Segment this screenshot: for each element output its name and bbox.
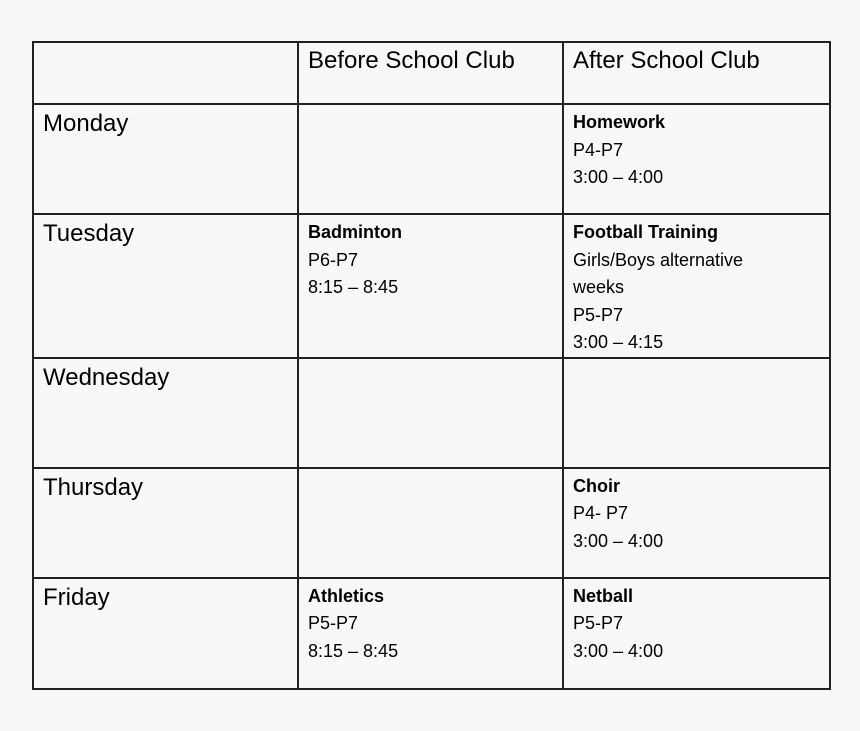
- after-school-cell-monday: [563, 104, 830, 214]
- activity-detail: P5-P7: [573, 304, 624, 325]
- table-row: [33, 578, 830, 689]
- timetable-sheet: [32, 41, 829, 682]
- day-cell: [33, 358, 298, 468]
- after-school-cell-friday: [563, 578, 830, 689]
- table-row: [33, 104, 830, 214]
- after-school-heading: After School Club: [573, 47, 760, 74]
- day-label-thursday: Thursday: [43, 473, 144, 501]
- corner-label: [34, 43, 297, 46]
- day-label-wednesday: Wednesday: [43, 363, 170, 391]
- before-school-cell-thursday: [298, 468, 563, 578]
- day-cell: [33, 468, 298, 578]
- before-school-cell-wednesday: [298, 358, 563, 468]
- header-before-school: [298, 42, 563, 104]
- activity-detail: P5-P7: [308, 613, 359, 633]
- corner-cell: [33, 42, 298, 104]
- header-after-school: [563, 42, 830, 104]
- activity-time: 8:15 – 8:45: [308, 640, 399, 661]
- activity-homework: [564, 105, 829, 192]
- activity-title: Homework: [573, 112, 666, 132]
- activity-detail: P4- P7: [573, 503, 629, 523]
- before-school-cell-friday: [298, 578, 563, 689]
- activity-time: 3:00 – 4:00: [573, 640, 664, 661]
- activity-time: 8:15 – 8:45: [308, 277, 399, 297]
- before-school-cell-monday: [298, 104, 563, 214]
- after-school-cell-thursday: [563, 468, 830, 578]
- activity-title: Athletics: [308, 585, 385, 606]
- activity-detail: weeks: [573, 277, 625, 297]
- table-row: [33, 358, 830, 468]
- after-school-cell-wednesday: [563, 358, 830, 468]
- activity-netball: [564, 579, 829, 666]
- header-row: [33, 42, 830, 104]
- activity-title: Badminton: [308, 222, 402, 242]
- after-school-cell-tuesday: [563, 214, 830, 358]
- day-cell: [33, 578, 298, 689]
- club-timetable: [32, 41, 831, 690]
- table-row: [33, 214, 830, 358]
- activity-title: Football Training: [573, 222, 718, 242]
- day-label-friday: Friday: [43, 583, 110, 611]
- day-label-tuesday: Tuesday: [43, 220, 135, 247]
- activity-detail: P4-P7: [573, 139, 624, 160]
- day-cell: [33, 104, 298, 214]
- activity-detail: Girls/Boys alternative: [573, 249, 744, 270]
- day-label-monday: Monday: [43, 110, 129, 137]
- activity-title: Netball: [573, 585, 634, 606]
- before-school-heading: Before School Club: [308, 47, 515, 74]
- activity-time: 3:00 – 4:00: [573, 167, 664, 187]
- activity-choir: [564, 469, 829, 556]
- before-school-cell-tuesday: [298, 214, 563, 358]
- activity-detail: P6-P7: [308, 249, 359, 270]
- activity-football-training: [564, 215, 829, 357]
- activity-athletics: [299, 579, 562, 666]
- activity-time: 3:00 – 4:15: [573, 332, 664, 352]
- activity-time: 3:00 – 4:00: [573, 530, 664, 551]
- activity-detail: P5-P7: [573, 613, 624, 633]
- activity-title: Choir: [573, 475, 620, 496]
- table-row: [33, 468, 830, 578]
- activity-badminton: [299, 215, 562, 302]
- day-cell: [33, 214, 298, 358]
